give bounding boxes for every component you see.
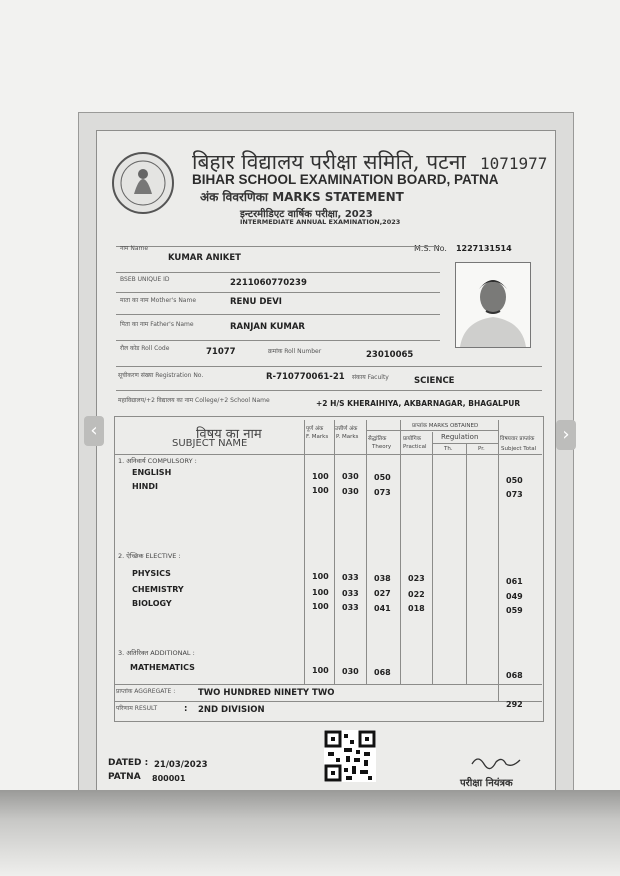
section-label-compulsory: 1. अनिवार्य COMPULSORY : [118, 457, 197, 465]
subject-name: PHYSICS [132, 569, 171, 578]
practical-cell: 018 [408, 604, 425, 613]
aggregate-label: प्राप्तांक AGGREGATE : [116, 688, 176, 695]
column-divider [334, 420, 335, 684]
column-divider [466, 444, 467, 684]
divider [116, 340, 440, 341]
subject-name: MATHEMATICS [130, 663, 195, 672]
full-marks-cell: 100 [312, 666, 329, 675]
prev-arrow-button[interactable] [84, 416, 104, 446]
regulation-th-header: Th. [444, 446, 453, 452]
pass-marks-cell: 033 [342, 573, 359, 582]
qr-code [324, 730, 376, 782]
table-header-divider [114, 454, 542, 455]
board-seal-logo [110, 150, 176, 216]
column-divider [304, 420, 305, 684]
chevron-right-icon: › [562, 424, 570, 445]
subject-total-header-hindi: विषयवार प्राप्तांक [500, 436, 535, 442]
theory-cell: 038 [374, 574, 391, 583]
subject-total-cell: 068 [506, 671, 523, 680]
full-marks-cell: 100 [312, 486, 329, 495]
student-name: KUMAR ANIKET [168, 253, 241, 263]
column-divider [366, 420, 367, 684]
ms-no-label: M.S. No. [414, 244, 447, 253]
aggregate-words: TWO HUNDRED NINETY TWO [198, 688, 335, 698]
theory-cell: 068 [374, 668, 391, 677]
roll-code-value: 71077 [206, 347, 236, 357]
school-value: +2 H/S KHERAIHIYA, AKBARNAGAR, BHAGALPUR [316, 399, 521, 408]
practical-cell: 023 [408, 574, 425, 583]
faculty-value: SCIENCE [414, 376, 455, 386]
mother-name-value: RENU DEVI [230, 297, 282, 307]
student-photo-image [456, 263, 530, 347]
subject-name: BIOLOGY [132, 599, 172, 608]
practical-cell: 022 [408, 590, 425, 599]
divider [116, 366, 542, 367]
section-label-additional: 3. अतिरिक्त ADDITIONAL : [118, 649, 195, 657]
dated-value: 21/03/2023 [154, 760, 208, 770]
column-divider [498, 420, 499, 702]
theory-cell: 027 [374, 589, 391, 598]
practical-header: Practical [403, 444, 427, 450]
roll-number-value: 23010065 [366, 350, 414, 360]
subject-total-header: Subject Total [501, 446, 537, 452]
registration-label: सूचीकरण संख्या Registration No. [118, 372, 204, 379]
mother-name-label: माता का नाम Mother's Name [120, 297, 197, 304]
roll-number-label: क्रमांक Roll Number [268, 348, 322, 355]
subject-total-cell: 061 [506, 577, 523, 586]
school-label: महाविद्यालय/+2 विद्यालय का नाम College/+2 School Name [118, 397, 270, 404]
exam-title-hindi: इन्टरमीडिएट वार्षिक परीक्षा, 2023 [240, 209, 373, 220]
theory-header: Theory [372, 444, 392, 450]
full-marks-cell: 100 [312, 572, 329, 581]
divider [116, 292, 440, 293]
subject-header-english: SUBJECT NAME [172, 438, 248, 449]
divider [116, 246, 440, 247]
divider [116, 272, 440, 273]
regulation-header: Regulation [441, 433, 479, 441]
section-label-elective: 2. ऐच्छिक ELECTIVE : [118, 552, 181, 560]
board-name-hindi: बिहार विद्यालय परीक्षा समिति, पटना [192, 150, 466, 174]
board-name-english: BIHAR SCHOOL EXAMINATION BOARD, PATNA [192, 172, 499, 187]
subject-name: HINDI [132, 482, 158, 491]
place-pin: 800001 [152, 774, 186, 783]
aggregate-total: 292 [506, 700, 523, 709]
pass-marks-cell: 030 [342, 487, 359, 496]
full-marks-cell: 100 [312, 602, 329, 611]
pass-marks-cell: 030 [342, 667, 359, 676]
father-name-value: RANJAN KUMAR [230, 322, 305, 332]
regulation-divider [432, 443, 498, 444]
student-photo [455, 262, 531, 348]
pass-marks-cell: 033 [342, 589, 359, 598]
divider [116, 314, 440, 315]
dated-label: DATED : [108, 758, 149, 768]
subject-total-cell: 059 [506, 606, 523, 615]
theory-cell: 050 [374, 473, 391, 482]
father-name-label: पिता का नाम Father's Name [120, 321, 194, 328]
bseb-id-label: BSEB UNIQUE ID [120, 276, 170, 283]
theory-cell: 041 [374, 604, 391, 613]
full-marks-header: F. Marks [306, 434, 329, 440]
aggregate-divider [114, 684, 542, 685]
bseb-id-value: 2211060770239 [230, 278, 307, 288]
marks-obtained-divider [366, 430, 498, 431]
marks-obtained-header: प्राप्तांक MARKS OBTAINED [412, 423, 479, 429]
faculty-label: संकाय Faculty [352, 374, 389, 381]
ms-no-value: 1227131514 [455, 244, 512, 253]
statement-title: अंक विवरणिका MARKS STATEMENT [200, 190, 404, 204]
result-label: परिणाम RESULT [116, 705, 158, 712]
subject-total-cell: 049 [506, 592, 523, 601]
registration-value: R-710770061-21 [266, 372, 345, 382]
result-colon: : [184, 704, 188, 714]
next-arrow-button[interactable] [556, 420, 576, 450]
roll-code-label: रौल कोड Roll Code [120, 345, 170, 352]
result-divider [114, 701, 542, 702]
divider [116, 390, 542, 391]
column-divider [432, 432, 433, 684]
theory-cell: 073 [374, 488, 391, 497]
chevron-left-icon: ‹ [90, 420, 98, 441]
practical-header-hindi: प्रायोगिक [403, 436, 421, 442]
scan-bottom-shadow [0, 790, 620, 876]
column-divider [400, 420, 401, 684]
pass-marks-cell: 033 [342, 603, 359, 612]
result-value: 2ND DIVISION [198, 705, 265, 715]
subject-name: CHEMISTRY [132, 585, 184, 594]
exam-title-english: INTERMEDIATE ANNUAL EXAMINATION,2023 [240, 218, 401, 226]
pass-marks-header: P. Marks [336, 434, 359, 440]
subject-header-hindi: विषय का नाम [196, 427, 262, 442]
pass-marks-header-hindi: उत्तीर्ण अंक [335, 426, 358, 432]
name-label: नाम Name [120, 245, 149, 252]
full-marks-cell: 100 [312, 472, 329, 481]
subject-total-cell: 073 [506, 490, 523, 499]
full-marks-cell: 100 [312, 588, 329, 597]
subject-name: ENGLISH [132, 468, 172, 477]
full-marks-header-hindi: पूर्ण अंक [306, 426, 324, 432]
subject-total-cell: 050 [506, 476, 523, 485]
place-label: PATNA [108, 772, 141, 782]
controller-title-hindi: परीक्षा नियंत्रक [460, 778, 513, 789]
controller-signature [468, 750, 528, 772]
serial-number: 1071977 [480, 154, 548, 173]
pass-marks-cell: 030 [342, 472, 359, 481]
theory-header-hindi: सैद्धांतिक [368, 436, 387, 442]
regulation-pr-header: Pr. [478, 446, 485, 452]
